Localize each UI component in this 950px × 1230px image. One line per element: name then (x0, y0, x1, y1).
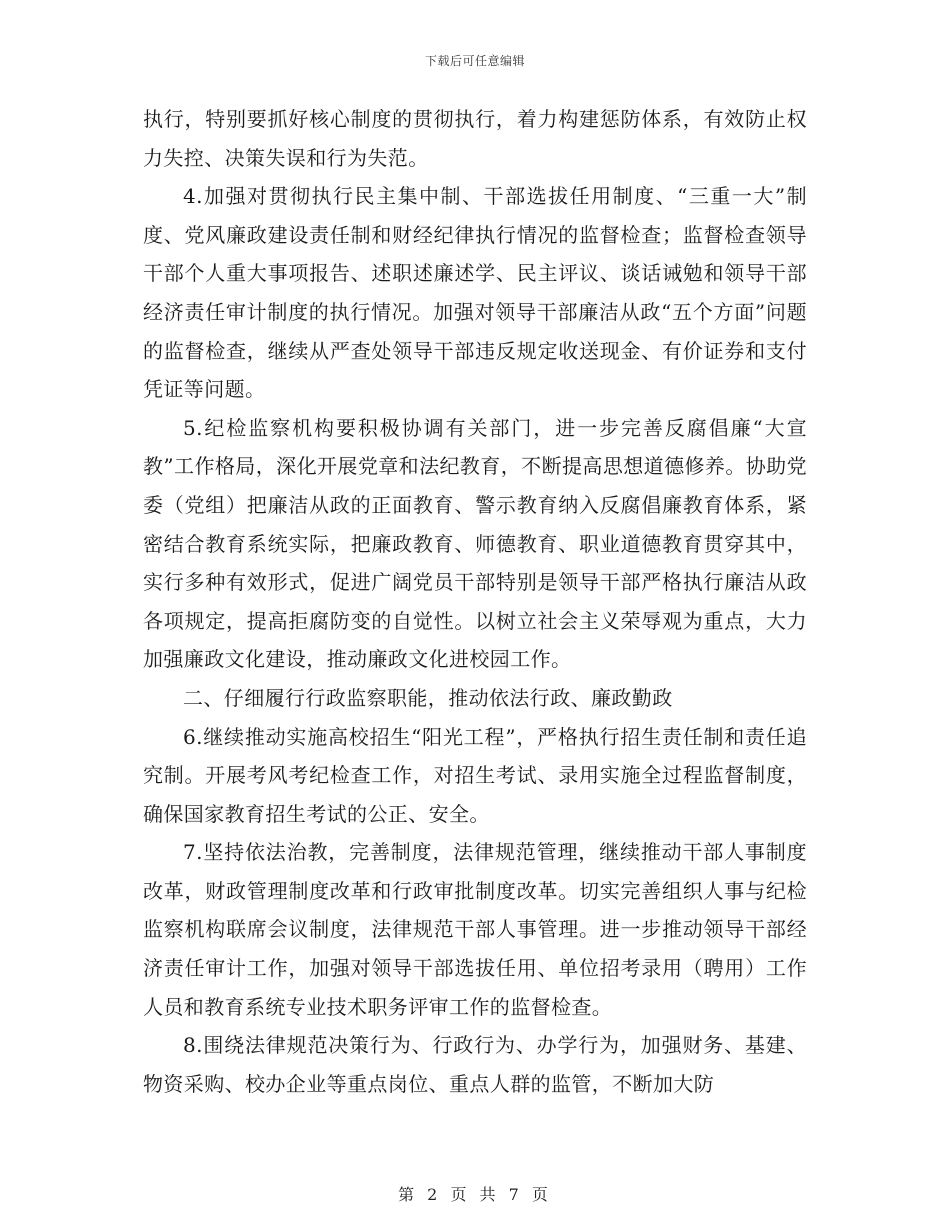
paragraph-2: 4.加强对贯彻执行民主集中制、干部选拔任用制度、“三重一大”制度、党风廉政建设责任制和财经纪律执行情况的监督检查；监督检查领导干部个人重大事项报告、述职述廉述学、民主评议、谈话诫勉和领导干部经济责任审计制度的执行情况。加强对领导干部廉洁从政“五个方面”问题的监督检查，继续从严查处领导干部违反规定收送现金、有价证券和支付凭证等问题。 (143, 184, 807, 402)
section-heading: 二、仔细履行行政监察职能，推动依法行政、廉政勤政 (183, 685, 673, 710)
page-header: 下载后可任意编辑 (424, 54, 525, 68)
paragraph-6: 7.坚持依法治教，完善制度，法律规范管理，继续推动干部人事制度改革，财政管理制度改革和行政审批制度改革。切实完善组织人事与纪检监察机构联席会议制度，法律规范干部人事管理。进一步推动领导干部经济责任审计工作，加强对领导干部选拔任用、单位招考录用（聘用）工作人员和教育系统专业技术职务评审工作的监督检查。 (143, 840, 807, 1019)
paragraph-5: 6.继续推动实施高校招生“阳光工程”，严格执行招生责任制和责任追究制。开展考风考纪检查工作，对招生考试、录用实施全过程监督制度，确保国家教育招生考试的公正、安全。 (143, 724, 807, 826)
page-footer: 第 2 页 共 7 页 (398, 1185, 552, 1204)
paragraph-7: 8.围绕法律规范决策行为、行政行为、办学行为，加强财务、基建、物资采购、校办企业等重点岗位、重点人群的监管，不断加大防 (143, 1033, 807, 1096)
paragraph-1: 执行，特别要抓好核心制度的贯彻执行，着力构建惩防体系，有效防止权力失控、决策失误和行为失范。 (143, 107, 807, 170)
paragraph-3: 5.纪检监察机构要积极协调有关部门，进一步完善反腐倡廉“大宣教”工作格局，深化开展党章和法纪教育，不断提高思想道德修养。协助党委（党组）把廉洁从政的正面教育、警示教育纳入反腐倡廉教育体系，紧密结合教育系统实际，把廉政教育、师德教育、职业道德教育贯穿其中，实行多种有效形式，促进广阔党员干部特别是领导干部严格执行廉洁从政各项规定，提高拒腐防变的自觉性。以树立社会主义荣辱观为重点，大力加强廉政文化建设，推动廉政文化进校园工作。 (143, 415, 807, 672)
document-body (143, 100, 807, 1103)
